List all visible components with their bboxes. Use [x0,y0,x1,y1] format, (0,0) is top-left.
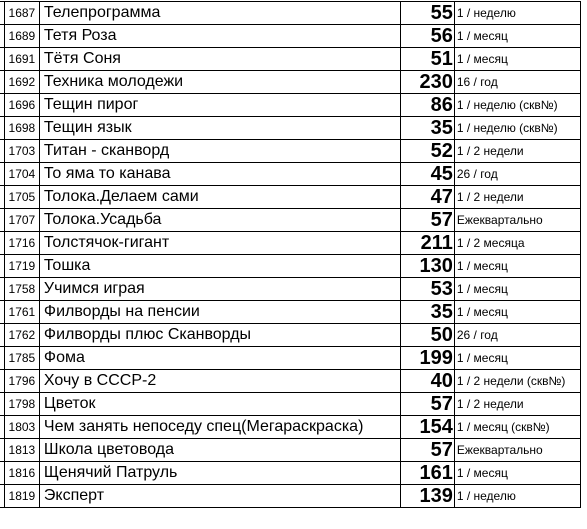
frequency-cell[interactable]: 1 / неделю [454,2,580,25]
price-cell[interactable]: 56 [401,25,455,48]
price-cell[interactable]: 45 [401,163,455,186]
price-cell[interactable]: 40 [401,370,455,393]
price-cell[interactable]: 161 [401,462,455,485]
title-cell[interactable]: Эксперт [39,485,400,508]
table-row[interactable] [0,117,581,140]
frequency-cell[interactable]: 1 / месяц [454,462,580,485]
title-cell[interactable]: Тетя Роза [39,25,400,48]
table-row[interactable] [0,186,581,209]
table-row[interactable] [0,2,581,25]
frequency-cell[interactable]: 1 / месяц [454,255,580,278]
table-row[interactable] [0,209,581,232]
title-cell[interactable]: Тошка [39,255,400,278]
price-cell[interactable]: 47 [401,186,455,209]
code-cell[interactable]: 1707 [4,209,39,232]
frequency-cell[interactable]: 16 / год [454,71,580,94]
price-cell[interactable]: 130 [401,255,455,278]
code-cell[interactable]: 1691 [4,48,39,71]
title-cell[interactable]: Фома [39,347,400,370]
frequency-cell[interactable]: 1 / месяц (скв№) [454,416,580,439]
table-row[interactable] [0,94,581,117]
price-cell[interactable]: 139 [401,485,455,508]
table-row[interactable] [0,25,581,48]
table-row[interactable] [0,140,581,163]
title-cell[interactable]: Титан - сканворд [39,140,400,163]
title-cell[interactable]: Хочу в СССР-2 [39,370,400,393]
code-cell[interactable]: 1703 [4,140,39,163]
price-cell[interactable]: 52 [401,140,455,163]
code-cell[interactable]: 1687 [4,2,39,25]
table-row[interactable] [0,485,581,508]
frequency-cell[interactable]: 1 / 2 месяца [454,232,580,255]
code-cell[interactable]: 1689 [4,25,39,48]
spreadsheet-grid [0,1,581,508]
frequency-cell[interactable]: 26 / год [454,163,580,186]
title-cell[interactable]: Техника молодежи [39,71,400,94]
code-cell[interactable]: 1819 [4,485,39,508]
frequency-cell[interactable]: 1 / 2 недели [454,186,580,209]
price-cell[interactable]: 154 [401,416,455,439]
table-row[interactable] [0,370,581,393]
code-cell[interactable]: 1719 [4,255,39,278]
frequency-cell[interactable]: 1 / месяц [454,48,580,71]
table-row[interactable] [0,278,581,301]
frequency-cell[interactable]: 1 / 2 недели [454,140,580,163]
spreadsheet-body [0,2,581,508]
code-cell[interactable]: 1785 [4,347,39,370]
title-cell[interactable]: Школа цветовода [39,439,400,462]
title-cell[interactable]: Учимся играя [39,278,400,301]
table-row[interactable] [0,301,581,324]
table-row[interactable] [0,416,581,439]
frequency-cell[interactable]: Ежеквартально [454,439,580,462]
code-cell[interactable]: 1816 [4,462,39,485]
title-cell[interactable]: Тётя Соня [39,48,400,71]
price-cell[interactable]: 199 [401,347,455,370]
title-cell[interactable]: Филворды плюс Сканворды [39,324,400,347]
table-row[interactable] [0,163,581,186]
table-row[interactable] [0,439,581,462]
price-cell[interactable]: 50 [401,324,455,347]
title-cell[interactable]: Тещин язык [39,117,400,140]
price-cell[interactable]: 211 [401,232,455,255]
code-cell[interactable]: 1758 [4,278,39,301]
code-cell[interactable]: 1813 [4,439,39,462]
code-cell[interactable]: 1762 [4,324,39,347]
table-row[interactable] [0,393,581,416]
table-row[interactable] [0,462,581,485]
table-row[interactable] [0,48,581,71]
frequency-cell[interactable]: 1 / 2 недели [454,393,580,416]
frequency-cell[interactable]: 1 / месяц [454,347,580,370]
code-cell[interactable]: 1716 [4,232,39,255]
title-cell[interactable]: Толока.Делаем сами [39,186,400,209]
code-cell[interactable]: 1798 [4,393,39,416]
title-cell[interactable]: Толстячок-гигант [39,232,400,255]
frequency-cell[interactable]: 26 / год [454,324,580,347]
price-cell[interactable]: 57 [401,439,455,462]
price-cell[interactable]: 86 [401,94,455,117]
code-cell[interactable]: 1704 [4,163,39,186]
title-cell[interactable]: Телепрограмма [39,2,400,25]
frequency-cell[interactable]: 1 / неделю (скв№) [454,117,580,140]
code-cell[interactable]: 1803 [4,416,39,439]
frequency-cell[interactable]: 1 / неделю (скв№) [454,94,580,117]
title-cell[interactable]: Цветок [39,393,400,416]
code-cell[interactable]: 1692 [4,71,39,94]
frequency-cell[interactable]: 1 / месяц [454,278,580,301]
price-cell[interactable]: 53 [401,278,455,301]
price-cell[interactable]: 57 [401,209,455,232]
table-row[interactable] [0,71,581,94]
code-cell[interactable]: 1796 [4,370,39,393]
title-cell[interactable]: Филворды на пенсии [39,301,400,324]
code-cell[interactable]: 1696 [4,94,39,117]
title-cell[interactable]: То яма то канава [39,163,400,186]
table-row[interactable] [0,232,581,255]
table-row[interactable] [0,347,581,370]
frequency-cell[interactable]: 1 / месяц [454,25,580,48]
table-row[interactable] [0,324,581,347]
code-cell[interactable]: 1705 [4,186,39,209]
title-cell[interactable]: Щенячий Патруль [39,462,400,485]
price-cell[interactable]: 230 [401,71,455,94]
title-cell[interactable]: Тещин пирог [39,94,400,117]
price-cell[interactable]: 57 [401,393,455,416]
price-cell[interactable]: 35 [401,301,455,324]
frequency-cell[interactable]: 1 / 2 недели (скв№) [454,370,580,393]
code-cell[interactable]: 1698 [4,117,39,140]
title-cell[interactable]: Толока.Усадьба [39,209,400,232]
price-cell[interactable]: 55 [401,2,455,25]
frequency-cell[interactable]: 1 / месяц [454,301,580,324]
price-cell[interactable]: 35 [401,117,455,140]
title-cell[interactable]: Чем занять непоседу спец(Мегараскраска) [39,416,400,439]
frequency-cell[interactable]: 1 / неделю [454,485,580,508]
frequency-cell[interactable]: Ежеквартально [454,209,580,232]
table-row[interactable] [0,255,581,278]
price-cell[interactable]: 51 [401,48,455,71]
code-cell[interactable]: 1761 [4,301,39,324]
